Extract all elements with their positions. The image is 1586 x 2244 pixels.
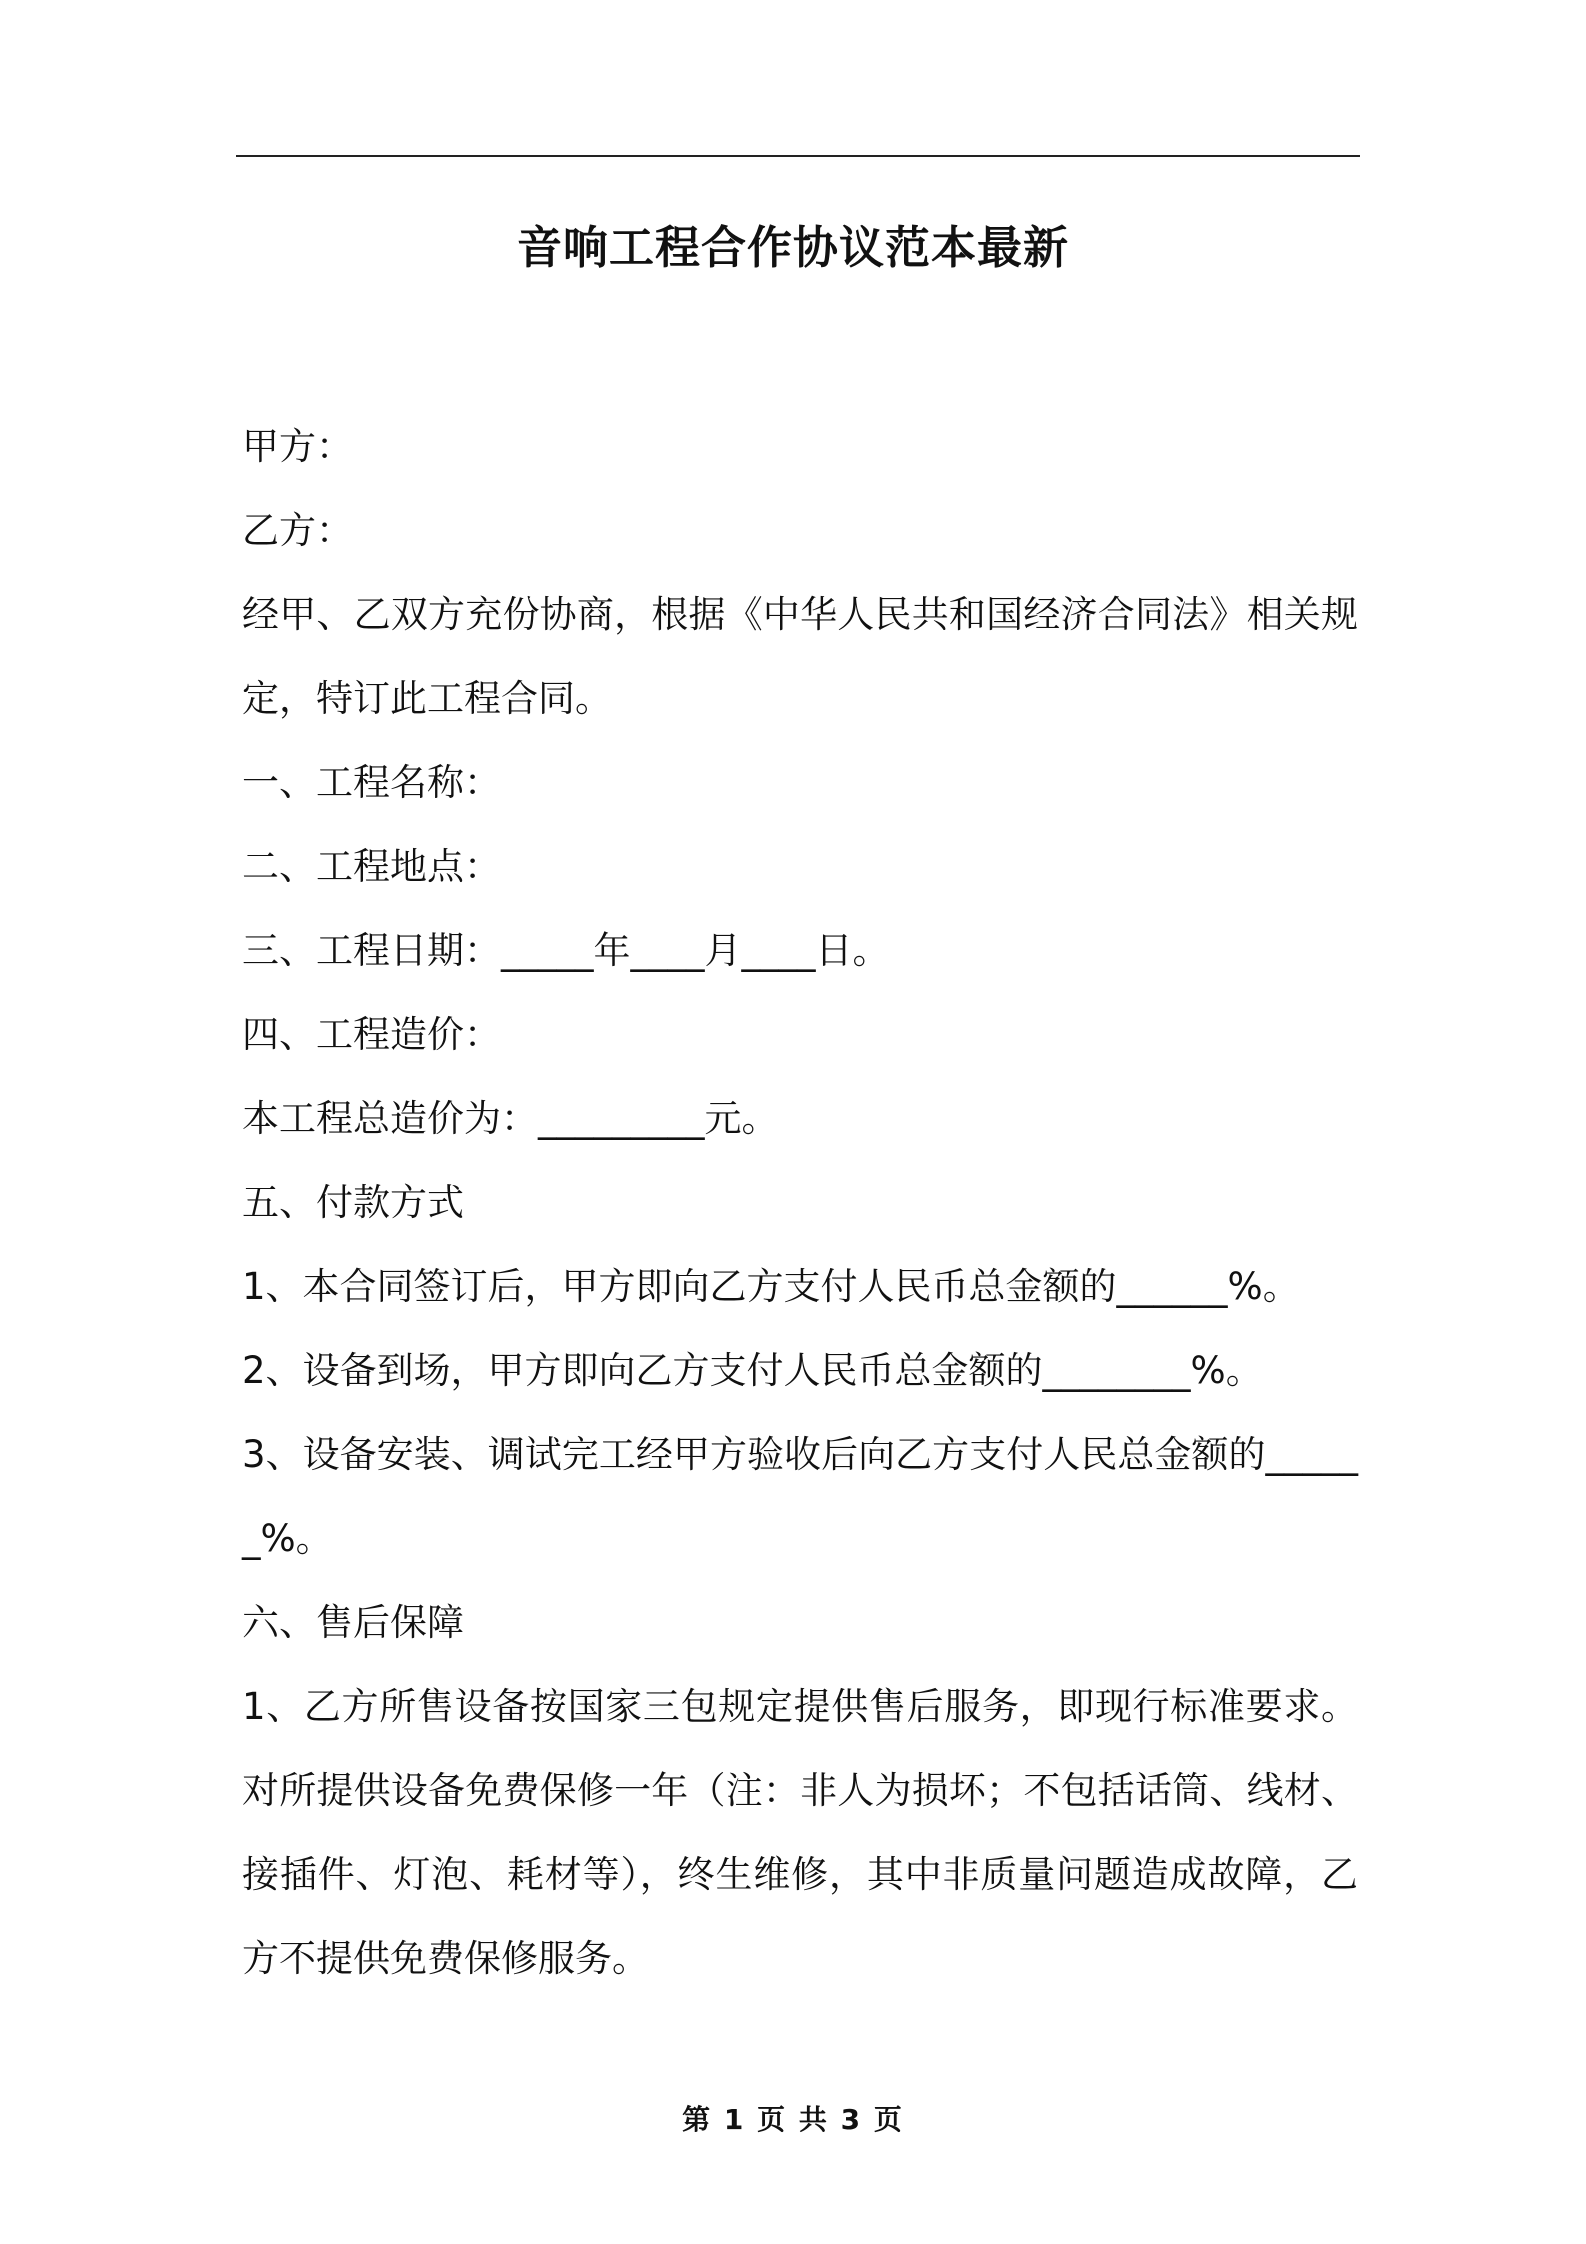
section-project-name: 一、工程名称： [242,761,501,804]
payment-item-1: 1、本合同签订后，甲方即向乙方支付人民币总金额的______%。 [242,1265,1300,1308]
party-b-line: 乙方： [242,509,353,552]
payment-item-2: 2、设备到场，甲方即向乙方支付人民币总金额的________%。 [242,1349,1263,1392]
payment-item-3: 3、设备安装、调试完工经甲方验收后向乙方支付人民总金额的______%。 [242,1433,1358,1560]
section-after-sales: 六、售后保障 [242,1601,464,1644]
after-sales-item-1: 1、乙方所售设备按国家三包规定提供售后服务，即现行标准要求。对所提供设备免费保修一年（注：非人为损坏；不包括话筒、线材、接插件、灯泡、耗材等），终生维修，其中非质量问题造成故障，乙方不提供免费保修服务。 [242,1685,1358,1980]
header-divider [236,155,1360,157]
total-price-line: 本工程总造价为：_________元。 [242,1097,779,1140]
section-project-date: 三、工程日期：_____年____月____日。 [242,929,890,972]
section-project-cost: 四、工程造价： [242,1013,501,1056]
document-title: 音响工程合作协议范本最新 [516,221,1069,274]
intro-paragraph: 经甲、乙双方充份协商，根据《中华人民共和国经济合同法》相关规定，特订此工程合同。 [242,593,1358,720]
document-body [242,405,1358,2001]
page-number: 第 1 页 共 3 页 [682,2103,904,2136]
section-payment-method: 五、付款方式 [242,1181,464,1224]
party-a-line: 甲方： [242,425,353,468]
section-project-location: 二、工程地点： [242,845,501,888]
